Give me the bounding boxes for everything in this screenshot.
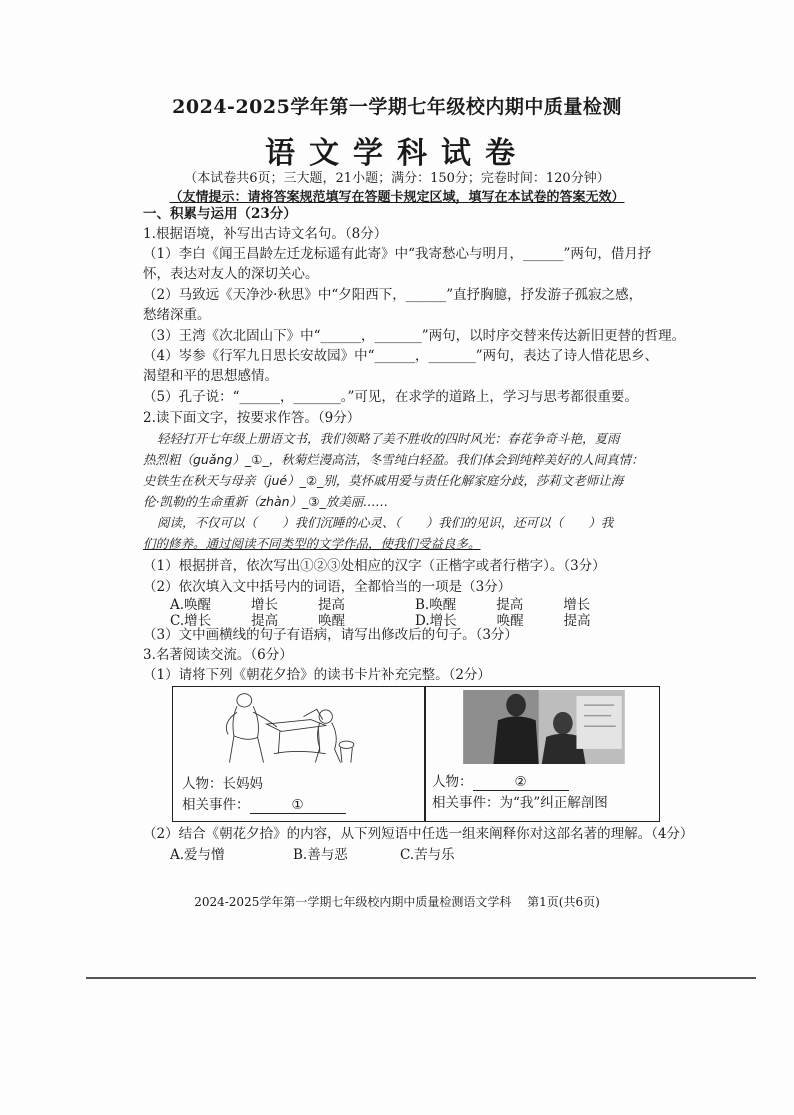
q3-heading: 3.名著阅读交流。（6分） <box>143 647 293 663</box>
part1-heading: 一、积累与运用（23分） <box>143 206 297 222</box>
exam-title: 2024-2025学年第一学期七年级校内期中质量检测 <box>172 96 622 118</box>
card-right-event: 相关事件：为“我”纠正解剖图 <box>432 795 608 811</box>
q3-option-b: B.善与恶 <box>293 847 348 863</box>
card-right-person: 人物： ② <box>432 770 569 791</box>
q1-line: 渴望和平的思想感情。 <box>143 368 278 384</box>
scan-edge-line <box>86 977 756 979</box>
q1-line: 怀，表达对友人的深切关心。 <box>143 266 319 282</box>
q3-option-a: A.爱与憎 <box>170 847 225 863</box>
q3-sub2: （2）结合《朝花夕拾》的内容，从下列短语中任选一组来阐释你对这部名著的理解。（4分） <box>143 826 694 842</box>
exam-info: （本试卷共6页；三大题，21小题；满分：150分；完卷时间：120分钟） <box>184 171 610 186</box>
q1-line: （2）马致远《天净沙·秋思》中“夕阳西下，______”直抒胸臆，抒发游子孤寂之感， <box>143 287 643 303</box>
q1-line: 愁绪深重。 <box>143 307 211 323</box>
option-b: B.唤醒 提高 增长 <box>415 597 591 613</box>
option-d: D.增长 唤醒 提高 <box>415 613 591 629</box>
q2-passage-line: 热烈粗（guǎng）_①_，秋菊烂漫高洁，冬雪纯白轻盈。我们体会到纯粹美好的人间真情： <box>143 452 644 467</box>
q1-line: （3）王湾《次北固山下》中“______，_______”两句，以时序交替来传达新旧更替的哲理。 <box>143 328 686 344</box>
q1-heading: 1.根据语境，补写出古诗文名句。（8分） <box>143 226 388 242</box>
exam-tip: （友情提示：请将答案规范填写在答题卡规定区域，填写在本试卷的答案无效） <box>169 190 625 205</box>
card-left-event: 相关事件： ① <box>182 793 346 814</box>
q2-sub1: （1）根据拼音，依次写出①②③处相应的汉字（正楷字或者行楷字）。（3分） <box>143 558 606 574</box>
option-a: A.唤醒 增长 提高 <box>170 597 346 613</box>
changmama-illustration <box>190 690 380 764</box>
subject-title: 语文学科试卷 <box>265 136 529 171</box>
q2-passage2-line: 阅读，不仅可以（ ）我们沉睡的心灵、（ ）我们的见识，还可以（ ）我 <box>157 515 614 530</box>
q2-sub3: （3）文中画横线的句子有语病，请写出修改后的句子。（3分） <box>143 627 518 643</box>
card-divider <box>424 687 426 821</box>
q1-line: （4）岑参《行军九日思长安故园》中“______，_______”两句，表达了诗人惜花思乡、 <box>143 348 659 364</box>
q2-passage2-line: 们的修养。通过阅读不同类型的文学作品，使我们受益良多。 <box>143 536 481 551</box>
q2-sub2: （2）依次填入文中括号内的词语，全都恰当的一项是（3分） <box>143 579 512 595</box>
q1-line: （5）孔子说：“______，_______。”可见，在求学的道路上，学习与思考都很重要。 <box>143 389 638 405</box>
blank-1[interactable]: ① <box>250 797 346 814</box>
q2-passage-line: 伦·凯勒的生命重新（zhàn）_③_放美丽…… <box>143 494 389 509</box>
q2-passage-line: 轻轻打开七年级上册语文书，我们领略了美不胜收的四时风光：春花争奇斗艳，夏雨 <box>157 431 620 446</box>
page-footer: 2024-2025学年第一学期七年级校内期中质量检测语文学科 第1页(共6页) <box>194 895 600 909</box>
q2-passage-line: 史铁生在秋天与母亲（jué）_②_别，莫怀戚用爱与责任化解家庭分歧，莎莉文老师让海 <box>143 473 624 488</box>
card-left-person: 人物：长妈妈 <box>182 776 263 792</box>
q2-heading: 2.读下面文字，按要求作答。（9分） <box>143 410 361 426</box>
q3-option-c: C.苦与乐 <box>400 847 455 863</box>
option-c: C.增长 提高 唤醒 <box>170 613 346 629</box>
blank-2[interactable]: ② <box>473 774 569 791</box>
q1-line: （1）李白《闻王昌龄左迁龙标遥有此寄》中“我寄愁心与明月，______”两句，借月抒 <box>143 246 652 262</box>
q3-sub1: （1）请将下列《朝花夕拾》的读书卡片补充完整。（2分） <box>143 667 491 683</box>
fujino-photo <box>437 690 651 764</box>
